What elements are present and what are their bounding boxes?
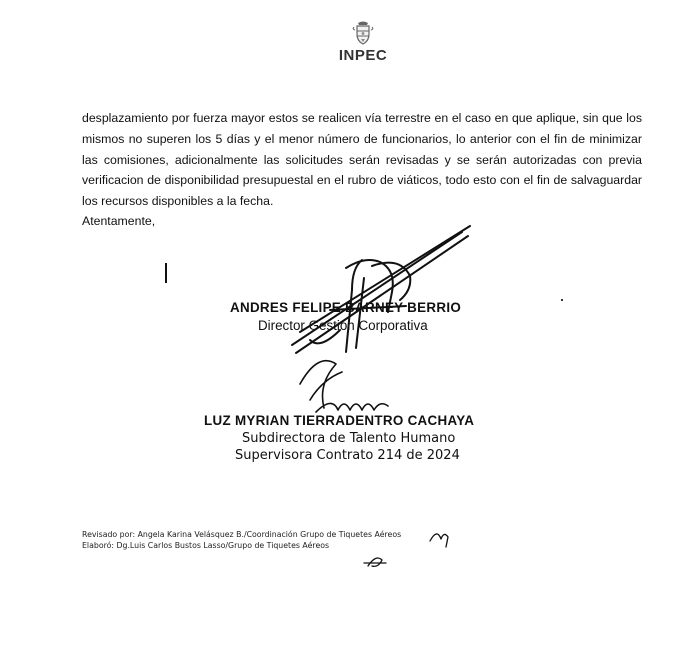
prepared-by: Elaboró: Dg.Luis Carlos Bustos Lasso/Grupo de Tiquetes Aéreos (82, 540, 330, 550)
reviewed-by: Revisado por: Angela Karina Velásquez B./Coordinación Grupo de Tiquetes Aéreos (82, 530, 402, 539)
signature-1 (292, 226, 470, 353)
signatory-2-contract: Supervisora Contrato 214 de 2024 (235, 448, 460, 463)
body-paragraph: desplazamiento por fuerza mayor estos se realicen vía terrestre en el caso en que aplique, sin que los mismos no superen los 5 días y el menor número de funcionarios, lo anterior con el fin de minimizar las comisiones, adicionalmente las solicitudes serán revisadas y se serán autorizadas con previa verificacion de disponibilidad presupuestal en el rubro de viáticos, todo esto con el fin de salvaguardar los recursos disponibles a la fecha. (82, 111, 642, 209)
signatory-1-name: ANDRES FELIPE BARNEY BERRIO (230, 300, 462, 315)
signatory-2-role: Subdirectora de Talento Humano (242, 431, 456, 446)
coat-of-arms-icon (351, 20, 375, 46)
margin-mark (165, 263, 167, 283)
closing-text: Atentamente, (82, 214, 156, 228)
signatory-1-role: Director Gestión Corporativa (258, 318, 428, 333)
signatory-2-name: LUZ MYRIAN TIERRADENTRO CACHAYA (204, 413, 475, 428)
footer-credits (82, 530, 401, 551)
logo-text: INPEC (338, 47, 388, 64)
signature-2 (300, 361, 388, 412)
stray-dot (561, 299, 563, 301)
inpec-logo (333, 20, 393, 64)
